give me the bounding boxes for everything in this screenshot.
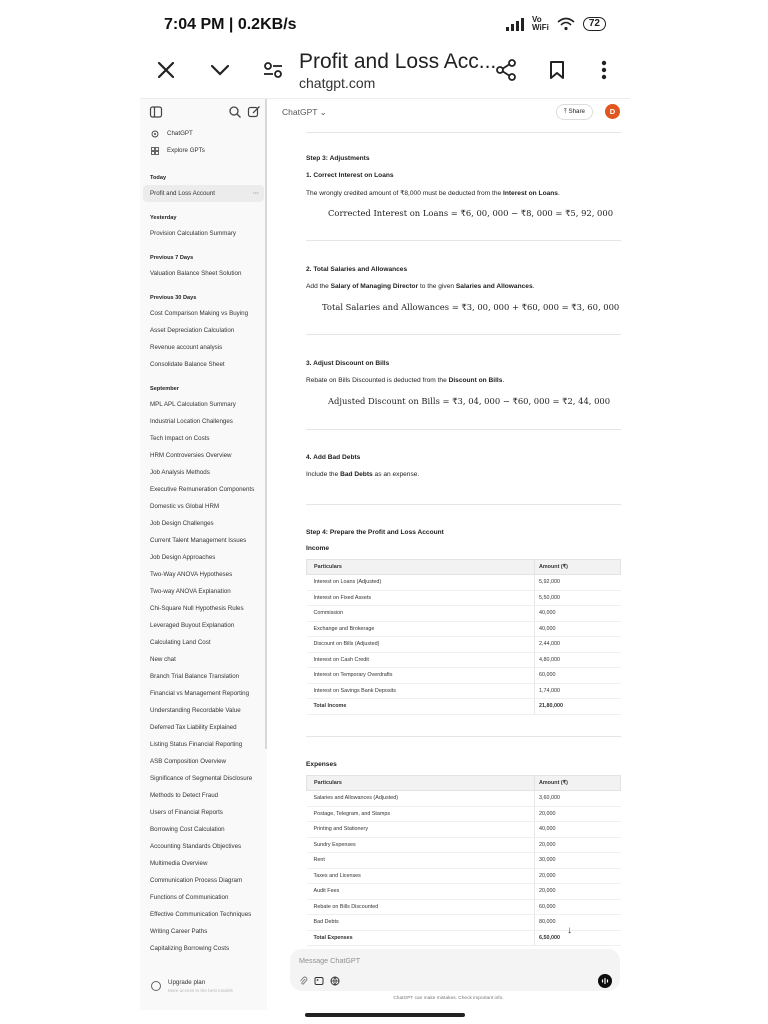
chat-history bbox=[140, 159, 267, 957]
sidebar-item-label: Consolidate Balance Sheet bbox=[150, 361, 225, 368]
column-header: Amount (₹) bbox=[535, 560, 621, 575]
table-row bbox=[307, 590, 621, 606]
bookmark-button[interactable] bbox=[541, 54, 573, 86]
page-host[interactable]: chatgpt.com bbox=[299, 75, 376, 91]
text-bold: Discount on Bills bbox=[448, 377, 503, 384]
status-bar bbox=[0, 0, 768, 48]
table-row bbox=[307, 899, 621, 915]
sidebar-history-item[interactable] bbox=[140, 753, 267, 770]
adjustment-2-heading: 2. Total Salaries and Allowances bbox=[306, 266, 408, 273]
sidebar-item-label: Job Design Approaches bbox=[150, 554, 216, 561]
table-row bbox=[307, 668, 621, 684]
sidebar-section-heading: September bbox=[150, 386, 179, 392]
section-spacer bbox=[140, 282, 267, 291]
table-row bbox=[307, 606, 621, 622]
amount-cell: 60,000 bbox=[535, 899, 621, 915]
sidebar-item-label: Valuation Balance Sheet Solution bbox=[150, 270, 242, 277]
globe-icon[interactable] bbox=[330, 976, 340, 986]
sidebar-history-item[interactable] bbox=[140, 719, 267, 736]
sidebar-item-label: Explore GPTs bbox=[167, 147, 205, 154]
amount-cell: 20,000 bbox=[535, 868, 621, 884]
column-header: Particulars bbox=[307, 560, 535, 575]
sidebar-section-heading: Previous 30 Days bbox=[150, 295, 197, 301]
adjustment-2-formula: Total Salaries and Allowances = ₹3, 00, 000 + ₹60, 000 = ₹3, 60, 000 bbox=[322, 302, 620, 312]
text-span: The wrongly credited amount of ₹8,000 must be deducted from the bbox=[306, 190, 503, 197]
particulars-cell: Bad Debts bbox=[307, 915, 535, 931]
sidebar-item-label: Financial vs Management Reporting bbox=[150, 690, 250, 697]
sidebar-item-label: Current Talent Management Issues bbox=[150, 537, 247, 544]
site-settings-button[interactable] bbox=[257, 54, 289, 86]
sidebar-item-label: Provision Calculation Summary bbox=[150, 230, 236, 237]
particulars-cell: Discount on Bills (Adjusted) bbox=[307, 637, 535, 653]
share-button[interactable] bbox=[556, 104, 593, 120]
sidebar-item-label: Listing Status Financial Reporting bbox=[150, 741, 243, 748]
sidebar-history-item[interactable] bbox=[140, 265, 267, 282]
particulars-cell: Taxes and Licenses bbox=[307, 868, 535, 884]
sidebar-item-label: Users of Financial Reports bbox=[150, 809, 223, 816]
sidebar-history-item[interactable] bbox=[140, 651, 267, 668]
table-row bbox=[307, 915, 621, 931]
battery-indicator: 72 bbox=[583, 17, 606, 31]
grid-icon bbox=[151, 147, 159, 155]
sidebar-history-item[interactable] bbox=[140, 396, 267, 413]
sidebar-history-item[interactable] bbox=[140, 600, 267, 617]
more-options-icon[interactable]: ⋯ bbox=[252, 190, 259, 197]
bookmark-icon bbox=[549, 60, 565, 80]
sidebar-item-label: Job Analysis Methods bbox=[150, 469, 210, 476]
upgrade-title: Upgrade plan bbox=[168, 979, 206, 986]
amount-cell: 20,000 bbox=[535, 806, 621, 822]
model-selector[interactable]: ChatGPT ⌄ bbox=[282, 107, 327, 117]
chat-main bbox=[267, 99, 630, 1010]
sidebar-history-item[interactable] bbox=[140, 464, 267, 481]
particulars-cell: Rebate on Bills Discounted bbox=[307, 899, 535, 915]
text-span: . bbox=[532, 283, 535, 290]
sidebar-history-item[interactable] bbox=[140, 702, 267, 719]
amount-cell: 40,000 bbox=[535, 822, 621, 838]
adjustment-4-text bbox=[306, 471, 419, 478]
sidebar-item-label: Writing Career Paths bbox=[150, 928, 208, 935]
sidebar-item-label: Capitalizing Borrowing Costs bbox=[150, 945, 230, 952]
sidebar-item-label: Domestic vs Global HRM bbox=[150, 503, 220, 510]
sidebar-item-label: Borrowing Cost Calculation bbox=[150, 826, 225, 833]
wifi-icon bbox=[557, 17, 575, 31]
chatgpt-logo-icon bbox=[151, 130, 159, 138]
text-bold: Salary of Managing Director bbox=[330, 283, 419, 290]
amount-cell: 3,60,000 bbox=[535, 791, 621, 807]
particulars-cell: Interest on Cash Credit bbox=[307, 652, 535, 668]
tune-icon bbox=[263, 61, 283, 79]
amount-cell: 20,000 bbox=[535, 884, 621, 900]
sidebar-item-label: ChatGPT bbox=[167, 130, 193, 137]
page-title[interactable]: Profit and Loss Acc... bbox=[299, 50, 497, 73]
sidebar-history-item[interactable] bbox=[140, 430, 267, 447]
sidebar-item-label: Two-Way ANOVA Hypotheses bbox=[150, 571, 233, 578]
table-row bbox=[307, 683, 621, 699]
sidebar-history-item[interactable] bbox=[140, 566, 267, 583]
particulars-cell: Commission bbox=[307, 606, 535, 622]
share-page-button[interactable] bbox=[490, 54, 522, 86]
message-input[interactable]: Message ChatGPT bbox=[299, 956, 361, 965]
sidebar-item-label: Effective Communication Techniques bbox=[150, 911, 252, 918]
table-row bbox=[307, 791, 621, 807]
status-time: 7:04 PM | 0.2KB/s bbox=[164, 16, 297, 33]
share-icon bbox=[495, 59, 517, 81]
sidebar-history-item[interactable] bbox=[140, 940, 267, 957]
text-span: Include the bbox=[306, 471, 341, 478]
composer-tools bbox=[299, 976, 340, 986]
image-icon[interactable] bbox=[314, 976, 324, 986]
sidebar-item-label: HRM Controversies Overview bbox=[150, 452, 232, 459]
table-row bbox=[307, 868, 621, 884]
table-row bbox=[307, 837, 621, 853]
sidebar-history-item[interactable] bbox=[140, 634, 267, 651]
particulars-cell: Exchange and Brokerage bbox=[307, 621, 535, 637]
chatgpt-app bbox=[140, 98, 630, 1010]
table-row bbox=[307, 621, 621, 637]
table-row bbox=[307, 637, 621, 653]
sidebar-item-label: Two-way ANOVA Explanation bbox=[150, 588, 231, 595]
home-indicator[interactable] bbox=[305, 1013, 465, 1017]
search-icon[interactable] bbox=[228, 105, 242, 119]
table-header-row bbox=[307, 560, 621, 575]
text-span: as an expense. bbox=[372, 471, 420, 478]
income-heading: Income bbox=[306, 545, 330, 552]
adjustment-4-heading: 4. Add Bad Debts bbox=[306, 454, 361, 461]
table-header-row bbox=[307, 776, 621, 791]
avatar[interactable]: D bbox=[605, 104, 620, 119]
amount-cell: 5,50,000 bbox=[535, 590, 621, 606]
upgrade-plan-button[interactable] bbox=[148, 979, 263, 999]
amount-cell: 4,80,000 bbox=[535, 652, 621, 668]
particulars-cell: Audit Fees bbox=[307, 884, 535, 900]
adjustment-2-text bbox=[306, 283, 534, 290]
amount-cell: 60,000 bbox=[535, 668, 621, 684]
sidebar-history-item[interactable] bbox=[140, 685, 267, 702]
total-amount-cell: 21,80,000 bbox=[535, 699, 621, 715]
upgrade-subtitle: More access to the best models bbox=[168, 988, 233, 993]
sidebar-item-label: Executive Remuneration Components bbox=[150, 486, 255, 493]
sidebar-item-label: Cost Comparison Making vs Buying bbox=[150, 310, 249, 317]
sidebar-item-label: Deferred Tax Liability Explained bbox=[150, 724, 237, 731]
sidebar-history-item[interactable] bbox=[140, 787, 267, 804]
sidebar-item-label: Methods to Detect Fraud bbox=[150, 792, 219, 799]
sidebar-item-label: Communication Process Diagram bbox=[150, 877, 243, 884]
sidebar-section-heading: Today bbox=[150, 175, 167, 181]
particulars-cell: Sundry Expenses bbox=[307, 837, 535, 853]
share-label: Share bbox=[568, 108, 585, 115]
section-spacer bbox=[140, 159, 267, 171]
upgrade-icon bbox=[151, 981, 161, 991]
text-bold: Salaries and Allowances bbox=[455, 283, 533, 290]
total-label-cell: Total Income bbox=[307, 699, 535, 715]
chevron-down-icon bbox=[210, 64, 230, 76]
sidebar-history-item[interactable] bbox=[140, 322, 267, 339]
sidebar-history-item[interactable] bbox=[140, 413, 267, 430]
chat-header bbox=[267, 99, 630, 125]
expenses-heading: Expenses bbox=[306, 761, 337, 768]
sidebar-item-explore-gpts[interactable] bbox=[140, 142, 267, 159]
text-span: to the given bbox=[418, 283, 456, 290]
text-span: Rebate on Bills Discounted is deducted from the bbox=[306, 377, 449, 384]
sidebar-item-chatgpt[interactable] bbox=[140, 125, 267, 142]
amount-cell: 80,000 bbox=[535, 915, 621, 931]
close-icon bbox=[157, 61, 175, 79]
sidebar-history-item[interactable] bbox=[140, 481, 267, 498]
particulars-cell: Interest on Temporary Overdrafts bbox=[307, 668, 535, 684]
sidebar-item-label: Functions of Communication bbox=[150, 894, 229, 901]
table-row bbox=[307, 575, 621, 591]
total-amount-cell: 6,50,000 bbox=[535, 930, 621, 946]
table-row bbox=[307, 853, 621, 869]
adjustment-3-heading: 3. Adjust Discount on Bills bbox=[306, 360, 390, 367]
amount-cell: 40,000 bbox=[535, 621, 621, 637]
signal-icon bbox=[506, 17, 524, 31]
waveform-icon bbox=[598, 974, 612, 988]
sidebar-history-item[interactable] bbox=[140, 447, 267, 464]
vowifi-label: Vo WiFi bbox=[532, 15, 549, 32]
particulars-cell: Interest on Savings Bank Deposits bbox=[307, 683, 535, 699]
sidebar-history-item[interactable] bbox=[140, 838, 267, 855]
expenses-table bbox=[306, 775, 621, 946]
adjustment-1-heading: 1. Correct Interest on Loans bbox=[306, 172, 394, 179]
adjustment-3-text bbox=[306, 377, 504, 384]
particulars-cell: Postage, Telegram, and Stamps bbox=[307, 806, 535, 822]
sidebar-history-item[interactable] bbox=[140, 532, 267, 549]
sidebar-item-label: Job Design Challenges bbox=[150, 520, 214, 527]
divider bbox=[306, 429, 621, 430]
sidebar-history-item[interactable] bbox=[140, 515, 267, 532]
section-spacer bbox=[140, 202, 267, 211]
amount-cell: 5,92,000 bbox=[535, 575, 621, 591]
sidebar-toolbar bbox=[140, 99, 267, 125]
table-row bbox=[307, 806, 621, 822]
sidebar-history-item[interactable] bbox=[140, 855, 267, 872]
expenses-table-body bbox=[307, 791, 621, 946]
sidebar-item-label: Significance of Segmental Disclosure bbox=[150, 775, 253, 782]
sidebar-item-label: Industrial Location Challenges bbox=[150, 418, 233, 425]
sidebar-history-item[interactable] bbox=[140, 305, 267, 322]
sidebar-item-label: ASB Composition Overview bbox=[150, 758, 226, 765]
sidebar-history-item[interactable] bbox=[140, 872, 267, 889]
text-span: Add the bbox=[306, 283, 331, 290]
section-spacer bbox=[140, 373, 267, 382]
sidebar-item-label: Branch Trial Balance Translation bbox=[150, 673, 240, 680]
sidebar-item-label: MPL APL Calculation Summary bbox=[150, 401, 236, 408]
table-row bbox=[307, 822, 621, 838]
sidebar-item-label: Accounting Standards Objectives bbox=[150, 843, 242, 850]
divider bbox=[306, 240, 621, 241]
message-composer[interactable] bbox=[290, 949, 620, 991]
table-total-row bbox=[307, 699, 621, 715]
adjustment-3-formula: Adjusted Discount on Bills = ₹3, 04, 000 − ₹60, 000 = ₹2, 44, 000 bbox=[328, 396, 611, 406]
divider bbox=[306, 132, 621, 133]
collapse-button[interactable] bbox=[204, 54, 236, 86]
particulars-cell: Printing and Stationery bbox=[307, 822, 535, 838]
particulars-cell: Interest on Fixed Assets bbox=[307, 590, 535, 606]
sidebar-section-heading: Yesterday bbox=[150, 215, 177, 221]
text-bold: Bad Debts bbox=[340, 471, 373, 478]
browser-toolbar bbox=[0, 48, 768, 94]
upload-icon: ⤒ bbox=[564, 108, 569, 115]
divider bbox=[306, 504, 621, 505]
column-header: Amount (₹) bbox=[535, 776, 621, 791]
voice-mode-button[interactable] bbox=[598, 974, 612, 988]
sidebar-item-label: New chat bbox=[150, 656, 176, 663]
total-label-cell: Total Expenses bbox=[307, 930, 535, 946]
text-span: . bbox=[557, 190, 560, 197]
income-table-body bbox=[307, 575, 621, 715]
attach-icon[interactable] bbox=[299, 976, 308, 986]
sidebar-item-label: Revenue account analysis bbox=[150, 344, 223, 351]
amount-cell: 30,000 bbox=[535, 853, 621, 869]
sidebar-section-heading: Previous 7 Days bbox=[150, 255, 194, 261]
sidebar-history-item[interactable] bbox=[143, 185, 264, 202]
sidebar-item-label: Profit and Loss Account bbox=[150, 190, 216, 197]
sidebar-item-label: Understanding Recordable Value bbox=[150, 707, 241, 714]
particulars-cell: Interest on Loans (Adjusted) bbox=[307, 575, 535, 591]
sidebar-history-item[interactable] bbox=[140, 889, 267, 906]
divider bbox=[306, 334, 621, 335]
sidebar-item-label: Chi-Square Null Hypothesis Rules bbox=[150, 605, 244, 612]
table-row bbox=[307, 652, 621, 668]
amount-cell: 2,44,000 bbox=[535, 637, 621, 653]
sidebar-history-item[interactable] bbox=[140, 668, 267, 685]
sidebar-item-label: Leveraged Buyout Explanation bbox=[150, 622, 235, 629]
new-chat-icon[interactable] bbox=[247, 105, 261, 119]
sidebar-history-item[interactable] bbox=[140, 339, 267, 356]
column-header: Particulars bbox=[307, 776, 535, 791]
sidebar bbox=[140, 99, 267, 1010]
table-total-row bbox=[307, 930, 621, 946]
text-bold: Interest on Loans bbox=[503, 190, 558, 197]
income-table bbox=[306, 559, 621, 715]
sidebar-history-item[interactable] bbox=[140, 549, 267, 566]
sidebar-history-item[interactable] bbox=[140, 583, 267, 600]
sidebar-history-item[interactable] bbox=[140, 821, 267, 838]
sidebar-history-item[interactable] bbox=[140, 770, 267, 787]
adjustment-1-text bbox=[306, 189, 560, 197]
more-vertical-icon bbox=[601, 60, 607, 80]
section-spacer bbox=[140, 242, 267, 251]
sidebar-history-item[interactable] bbox=[140, 617, 267, 634]
table-row bbox=[307, 884, 621, 900]
particulars-cell: Salaries and Allowances (Adjusted) bbox=[307, 791, 535, 807]
sidebar-item-label: Multimedia Overview bbox=[150, 860, 208, 867]
amount-cell: 40,000 bbox=[535, 606, 621, 622]
browser-menu-button[interactable] bbox=[588, 54, 620, 86]
text-span: . bbox=[502, 377, 505, 384]
step3-heading: Step 3: Adjustments bbox=[306, 155, 370, 162]
adjustment-1-formula: Corrected Interest on Loans = ₹6, 00, 000 − ₹8, 000 = ₹5, 92, 000 bbox=[328, 208, 614, 218]
scroll-down-icon[interactable]: ↓ bbox=[567, 925, 572, 936]
disclaimer: ChatGPT can make mistakes. Check important info. bbox=[393, 996, 504, 1001]
sidebar-history-item[interactable] bbox=[140, 736, 267, 753]
sidebar-history-item[interactable] bbox=[140, 923, 267, 940]
sidebar-history-item[interactable] bbox=[140, 906, 267, 923]
sidebar-item-label: Asset Depreciation Calculation bbox=[150, 327, 235, 334]
sidebar-history-item[interactable] bbox=[140, 498, 267, 515]
amount-cell: 1,74,000 bbox=[535, 683, 621, 699]
sidebar-toggle-icon[interactable] bbox=[149, 105, 163, 119]
close-tab-button[interactable] bbox=[150, 54, 182, 86]
sidebar-item-label: Tech Impact on Costs bbox=[150, 435, 210, 442]
status-icons bbox=[506, 16, 606, 32]
amount-cell: 20,000 bbox=[535, 837, 621, 853]
particulars-cell: Rent bbox=[307, 853, 535, 869]
step4-heading: Step 4: Prepare the Profit and Loss Account bbox=[306, 529, 444, 536]
sidebar-history-item[interactable] bbox=[140, 225, 267, 242]
sidebar-item-label: Calculating Land Cost bbox=[150, 639, 211, 646]
sidebar-history-item[interactable] bbox=[140, 356, 267, 373]
sidebar-history-item[interactable] bbox=[140, 804, 267, 821]
divider bbox=[306, 736, 621, 737]
